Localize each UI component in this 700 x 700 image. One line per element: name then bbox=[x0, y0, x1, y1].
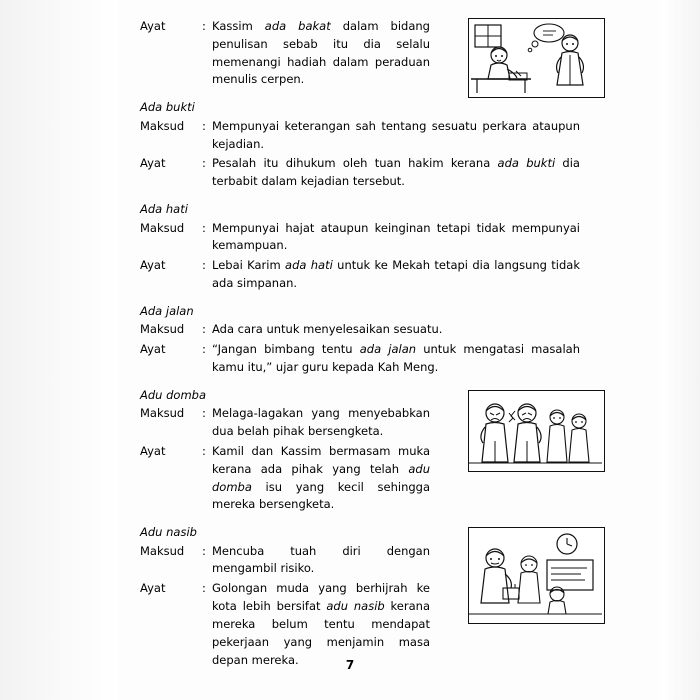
row-text: Golongan muda yang berhijrah ke kota lebih bersifat adu nasib kerana mereka belum tentu mendapat pekerjaan yang menjamin masa depan mereka. bbox=[212, 581, 430, 667]
row-colon: : bbox=[202, 581, 206, 596]
entry-row bbox=[140, 220, 580, 256]
row-colon: : bbox=[202, 156, 206, 171]
illustration-two-angry-boys-and-onlookers bbox=[468, 390, 605, 472]
entry-row bbox=[140, 18, 430, 89]
entry-ada-bakat bbox=[140, 18, 580, 89]
row-text: Pesalah itu dihukum oleh tuan hakim kerana ada bukti dia terbabit dalam kejadian tersebut. bbox=[212, 156, 580, 189]
row-text: Kamil dan Kassim bermasam muka kerana ada pihak yang telah adu domba isu yang kecil sehingga mereka bersengketa. bbox=[212, 443, 430, 512]
row-text: Mempunyai hajat ataupun keinginan tetapi tidak mempunyai kemampuan. bbox=[212, 220, 580, 253]
entry-row bbox=[140, 543, 430, 579]
row-colon: : bbox=[202, 406, 206, 421]
row-label: Maksud bbox=[140, 543, 185, 558]
row-label: Ayat bbox=[140, 581, 166, 596]
entry-headword: Ada jalan bbox=[140, 303, 194, 318]
row-label: Maksud bbox=[140, 118, 185, 133]
entry-ada-jalan bbox=[140, 304, 580, 377]
row-colon: : bbox=[202, 118, 206, 133]
row-colon: : bbox=[202, 258, 206, 273]
illustration-people-in-office-with-clock bbox=[468, 527, 605, 624]
row-text: Kassim ada bakat dalam bidang penulisan sebab itu dia selalu memenangi hadiah dalam peraduan menulis cerpen. bbox=[212, 19, 430, 87]
row-text: Mencuba tuah diri dengan mengambil risiko. bbox=[212, 543, 430, 576]
row-text: Ada cara untuk menyelesaikan sesuatu. bbox=[212, 322, 443, 337]
row-label: Maksud bbox=[140, 322, 185, 337]
entry-row bbox=[140, 341, 580, 377]
entry-headword: Ada hati bbox=[140, 202, 188, 217]
entry-ada-bukti bbox=[140, 100, 580, 191]
entry-adu-nasib bbox=[140, 525, 580, 669]
entry-adu-domba bbox=[140, 388, 580, 514]
entry-row bbox=[140, 321, 580, 339]
page-content bbox=[140, 18, 580, 680]
illustration-boy-writing-and-man-thinking bbox=[468, 18, 605, 98]
row-text: Lebai Karim ada hati untuk ke Mekah tetapi dia langsung tidak ada simpanan. bbox=[212, 258, 580, 290]
row-label: Maksud bbox=[140, 220, 185, 235]
row-label: Ayat bbox=[140, 342, 166, 357]
entry-headword: Adu domba bbox=[140, 387, 206, 402]
entry-row bbox=[140, 118, 580, 154]
entry-row bbox=[140, 580, 430, 669]
entry-headword: Ada bukti bbox=[140, 100, 195, 115]
row-label: Ayat bbox=[140, 443, 166, 458]
row-text: Mempunyai keterangan sah tentang sesuatu perkara ataupun kejadian. bbox=[212, 118, 580, 151]
row-label: Ayat bbox=[140, 258, 166, 273]
row-text: Melaga-lagakan yang menyebabkan dua belah pihak bersengketa. bbox=[212, 406, 430, 439]
page-number: 7 bbox=[345, 658, 355, 672]
entry-headword: Adu nasib bbox=[140, 525, 197, 540]
entry-row bbox=[140, 155, 580, 191]
row-colon: : bbox=[202, 543, 206, 558]
entry-row bbox=[140, 443, 430, 514]
row-label: Ayat bbox=[140, 19, 166, 33]
row-label: Ayat bbox=[140, 156, 166, 171]
row-label: Maksud bbox=[140, 406, 185, 421]
row-colon: : bbox=[202, 443, 206, 458]
entry-ada-hati bbox=[140, 202, 580, 293]
entry-row bbox=[140, 405, 430, 441]
row-colon: : bbox=[202, 322, 206, 337]
row-colon: : bbox=[202, 342, 206, 357]
row-colon: : bbox=[202, 220, 206, 235]
entry-row bbox=[140, 257, 580, 293]
row-text: “Jangan bimbang tentu ada jalan untuk mengatasi masalah kamu itu,” ujar guru kepada Kah Meng. bbox=[212, 342, 580, 374]
row-colon: : bbox=[202, 19, 206, 33]
